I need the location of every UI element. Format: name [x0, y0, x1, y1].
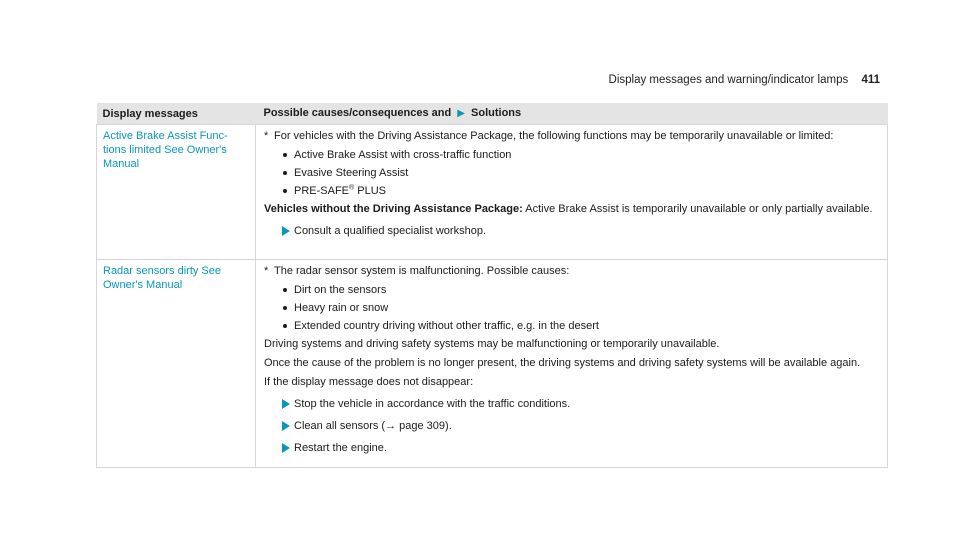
col-header-causes	[256, 103, 888, 125]
star-marker: *	[264, 265, 269, 277]
step-text: Stop the vehicle in accordance with the traffic conditions.	[294, 398, 571, 410]
causes-cell	[256, 125, 888, 260]
list-item	[264, 166, 879, 180]
paragraph: Driving systems and driving safety systems may be malfunctioning or temporarily unavailable.	[264, 338, 720, 350]
list-item-text: Evasive Steering Assist	[294, 167, 409, 179]
list-item	[264, 184, 879, 198]
table-header-row	[97, 103, 888, 125]
solution-step	[264, 441, 879, 455]
paragraph: If the display message does not disappear:	[264, 376, 474, 388]
note-text: Active Brake Assist is temporarily unavailable or only partially available.	[522, 203, 873, 215]
list-item-text-suffix: PLUS	[354, 185, 386, 197]
step-text: Clean all sensors (→ page 309).	[294, 420, 452, 432]
running-head-title: Display messages and warning/indicator lamps	[608, 74, 849, 86]
bullet-icon	[283, 306, 287, 310]
bullet-icon	[283, 324, 287, 328]
list-item	[264, 148, 879, 162]
intro-paragraph	[264, 129, 879, 143]
messages-table	[96, 103, 888, 468]
message-cell	[97, 125, 256, 260]
table-row	[97, 260, 888, 468]
list-item-text: Active Brake Assist with cross-traffic function	[294, 149, 512, 161]
list-item-text: Dirt on the sensors	[294, 284, 387, 296]
star-marker: *	[264, 130, 269, 142]
list-item	[264, 283, 879, 297]
page-number: 411	[861, 74, 880, 86]
bullet-list	[264, 283, 879, 333]
list-item	[264, 301, 879, 315]
solution-step	[264, 419, 879, 433]
list-item-text: PRE-SAFE	[294, 185, 350, 197]
bullet-icon	[283, 288, 287, 292]
list-item-text: Heavy rain or snow	[294, 302, 389, 314]
list-item-text: Extended country driving without other traffic, e.g. in the desert	[294, 320, 599, 332]
causes-cell	[256, 260, 888, 468]
display-message-text: Radar sensors dirty See Owner's Manual	[103, 265, 221, 291]
running-head	[0, 74, 880, 86]
intro-text: For vehicles with the Driving Assistance Package, the following functions may be temporarily unavailable or limited:	[274, 130, 834, 142]
col-header-solutions-text: Solutions	[471, 107, 522, 119]
paragraph: Once the cause of the problem is no longer present, the driving systems and driving safety systems will be available again.	[264, 357, 861, 369]
arrow-icon: ▶	[457, 108, 465, 119]
list-item	[264, 319, 879, 333]
step-arrow-icon	[282, 399, 290, 409]
step-arrow-icon	[282, 443, 290, 453]
bullet-list	[264, 148, 879, 198]
solution-step	[264, 397, 879, 411]
note-lead: Vehicles without the Driving Assistance Package:	[264, 203, 523, 215]
step-arrow-icon	[282, 226, 290, 236]
note-paragraph	[264, 202, 879, 216]
message-cell	[97, 260, 256, 468]
registered-mark: ®	[349, 184, 355, 192]
bullet-icon	[283, 153, 287, 157]
col-header-display-messages: Display messages	[97, 103, 256, 125]
table-row	[97, 125, 888, 260]
bullet-icon	[283, 171, 287, 175]
step-text: Restart the engine.	[294, 442, 387, 454]
solution-step	[264, 224, 879, 238]
col-header-causes-text: Possible causes/consequences and	[263, 107, 452, 119]
display-message-text: Active Brake Assist Func- tions limited See Owner's Manual	[103, 130, 228, 170]
intro-paragraph	[264, 264, 879, 278]
step-arrow-icon	[282, 421, 290, 431]
bullet-icon	[283, 189, 287, 193]
step-text: Consult a qualified specialist workshop.	[294, 225, 486, 237]
intro-text: The radar sensor system is malfunctioning. Possible causes:	[274, 265, 570, 277]
